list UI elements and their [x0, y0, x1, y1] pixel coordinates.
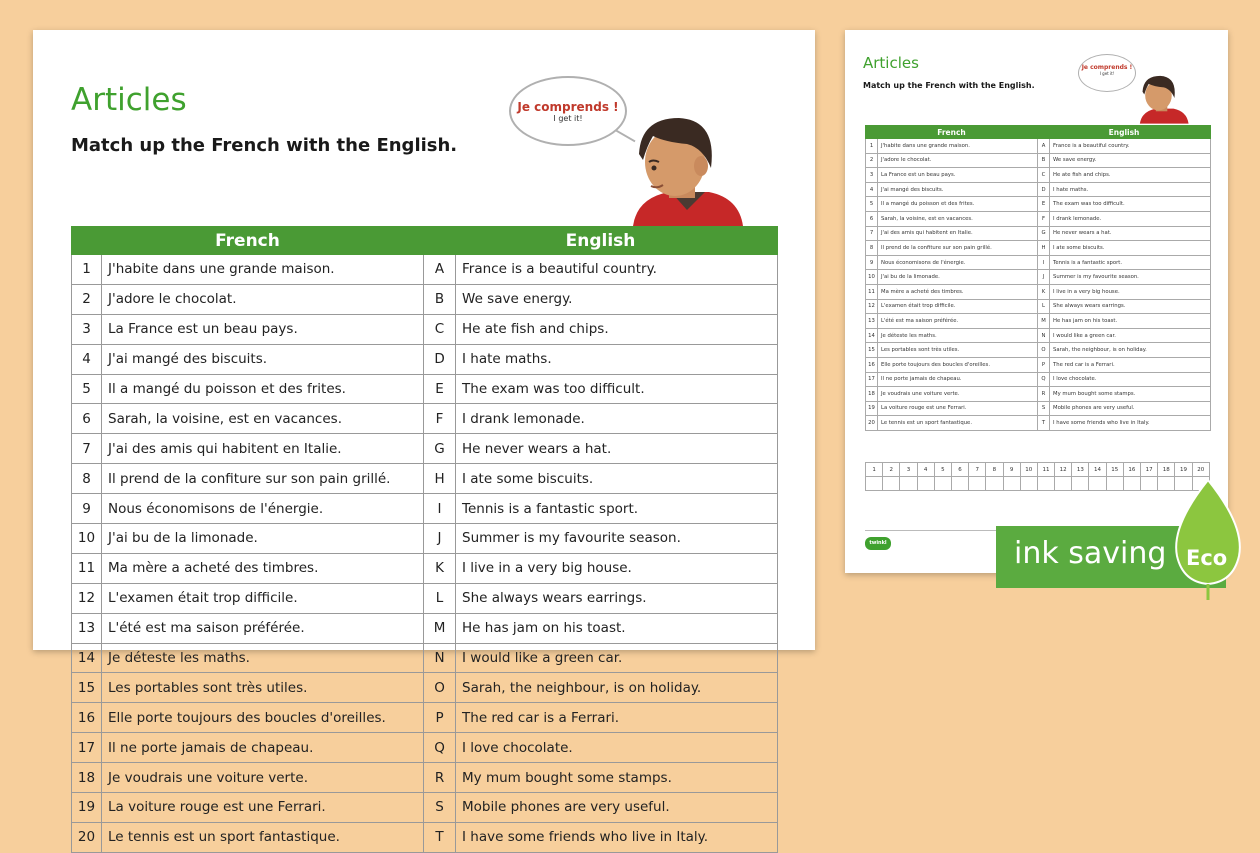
row-number: 14: [72, 643, 102, 673]
english-sentence: I hate maths.: [456, 344, 778, 374]
row-letter: A: [424, 255, 456, 285]
english-sentence: He has jam on his toast.: [456, 613, 778, 643]
preview-english-header: English: [1038, 126, 1211, 139]
preview-english-sentence: I have some friends who live in Italy.: [1050, 416, 1211, 431]
answer-grid-cell[interactable]: [969, 477, 986, 491]
english-sentence: We save energy.: [456, 284, 778, 314]
row-letter: J: [424, 524, 456, 554]
english-sentence: I drank lemonade.: [456, 404, 778, 434]
preview-row-letter: A: [1038, 139, 1050, 154]
preview-english-sentence: He never wears a hat.: [1050, 226, 1211, 241]
answer-grid-cell[interactable]: [866, 477, 883, 491]
preview-french-sentence: J'ai mangé des biscuits.: [878, 182, 1038, 197]
preview-row-number: 13: [866, 314, 878, 329]
preview-speech-bubble-translation: I get it!: [1099, 71, 1115, 76]
french-sentence: Sarah, la voisine, est en vacances.: [102, 404, 424, 434]
preview-row-number: 6: [866, 211, 878, 226]
preview-english-sentence: Sarah, the neighbour, is on holiday.: [1050, 343, 1211, 358]
answer-grid-cell[interactable]: [1072, 477, 1089, 491]
preview-table-row: [866, 284, 1211, 299]
row-number: 11: [72, 553, 102, 583]
table-row: [72, 613, 778, 643]
row-letter: G: [424, 434, 456, 464]
english-sentence: France is a beautiful country.: [456, 255, 778, 285]
preview-english-sentence: He has jam on his toast.: [1050, 314, 1211, 329]
table-row: [72, 763, 778, 793]
row-letter: Q: [424, 733, 456, 763]
french-sentence: J'ai mangé des biscuits.: [102, 344, 424, 374]
english-sentence: I love chocolate.: [456, 733, 778, 763]
preview-english-sentence: The red car is a Ferrari.: [1050, 357, 1211, 372]
preview-french-sentence: Nous économisons de l'énergie.: [878, 255, 1038, 270]
row-letter: R: [424, 763, 456, 793]
table-row: [72, 404, 778, 434]
preview-french-sentence: Les portables sont très utiles.: [878, 343, 1038, 358]
preview-row-number: 17: [866, 372, 878, 387]
preview-row-letter: H: [1038, 241, 1050, 256]
preview-french-header: French: [866, 126, 1038, 139]
answer-grid-blanks: [866, 477, 1210, 491]
preview-english-sentence: Mobile phones are very useful.: [1050, 401, 1211, 416]
answer-grid-cell[interactable]: [917, 477, 934, 491]
french-column-header: French: [72, 227, 424, 255]
preview-french-sentence: J'ai bu de la limonade.: [878, 270, 1038, 285]
preview-table-row: [866, 387, 1211, 402]
row-letter: H: [424, 464, 456, 494]
table-row: [72, 553, 778, 583]
preview-row-number: 20: [866, 416, 878, 431]
preview-english-sentence: I hate maths.: [1050, 182, 1211, 197]
french-sentence: Ma mère a acheté des timbres.: [102, 553, 424, 583]
preview-english-sentence: France is a beautiful country.: [1050, 139, 1211, 154]
preview-french-sentence: Il a mangé du poisson et des frites.: [878, 197, 1038, 212]
preview-row-number: 11: [866, 284, 878, 299]
preview-row-letter: I: [1038, 255, 1050, 270]
answer-grid-number: 4: [917, 463, 934, 477]
preview-table-row: [866, 299, 1211, 314]
speech-bubble-translation: I get it!: [553, 114, 583, 123]
preview-row-letter: F: [1038, 211, 1050, 226]
preview-table-row: [866, 328, 1211, 343]
row-letter: E: [424, 374, 456, 404]
answer-grid-cell[interactable]: [1123, 477, 1140, 491]
row-number: 6: [72, 404, 102, 434]
preview-english-sentence: My mum bought some stamps.: [1050, 387, 1211, 402]
preview-french-sentence: Il prend de la confiture sur son pain grillé.: [878, 241, 1038, 256]
preview-english-sentence: Summer is my favourite season.: [1050, 270, 1211, 285]
matching-table-body: [72, 255, 778, 853]
table-row: [72, 793, 778, 823]
preview-french-sentence: Ma mère a acheté des timbres.: [878, 284, 1038, 299]
table-row: [72, 643, 778, 673]
row-number: 2: [72, 284, 102, 314]
worksheet-instruction: Match up the French with the English.: [71, 135, 458, 156]
preview-english-sentence: I ate some biscuits.: [1050, 241, 1211, 256]
preview-french-sentence: L'été est ma saison préférée.: [878, 314, 1038, 329]
preview-row-letter: Q: [1038, 372, 1050, 387]
english-column-header: English: [424, 227, 778, 255]
preview-table-row: [866, 139, 1211, 154]
row-letter: P: [424, 703, 456, 733]
french-sentence: Il a mangé du poisson et des frites.: [102, 374, 424, 404]
preview-table-row: [866, 372, 1211, 387]
answer-grid-number: 15: [1106, 463, 1123, 477]
answer-grid-cell[interactable]: [1106, 477, 1123, 491]
preview-english-sentence: I drank lemonade.: [1050, 211, 1211, 226]
french-sentence: Je voudrais une voiture verte.: [102, 763, 424, 793]
preview-table-row: [866, 270, 1211, 285]
answer-grid-number: 1: [866, 463, 883, 477]
preview-row-number: 1: [866, 139, 878, 154]
answer-grid-cell[interactable]: [883, 477, 900, 491]
preview-french-sentence: Je déteste les maths.: [878, 328, 1038, 343]
preview-french-sentence: J'habite dans une grande maison.: [878, 139, 1038, 154]
english-sentence: Summer is my favourite season.: [456, 524, 778, 554]
preview-row-number: 7: [866, 226, 878, 241]
row-number: 12: [72, 583, 102, 613]
english-sentence: The red car is a Ferrari.: [456, 703, 778, 733]
french-sentence: Le tennis est un sport fantastique.: [102, 822, 424, 852]
answer-grid-cell[interactable]: [1020, 477, 1037, 491]
answer-grid-cell[interactable]: [900, 477, 917, 491]
preview-table-row: [866, 241, 1211, 256]
preview-speech-bubble-text: Je comprends !: [1081, 64, 1133, 71]
preview-french-sentence: La voiture rouge est une Ferrari.: [878, 401, 1038, 416]
answer-grid-numbers: [866, 463, 1210, 477]
preview-table-row: [866, 197, 1211, 212]
preview-row-number: 19: [866, 401, 878, 416]
answer-grid-number: 11: [1037, 463, 1054, 477]
row-number: 18: [72, 763, 102, 793]
eco-label: Eco: [1186, 546, 1228, 570]
preview-speech-bubble: [1078, 54, 1136, 92]
answer-grid-cell[interactable]: [951, 477, 968, 491]
answer-grid-number: 20: [1192, 463, 1209, 477]
english-sentence: I have some friends who live in Italy.: [456, 822, 778, 852]
table-row: [72, 524, 778, 554]
row-letter: B: [424, 284, 456, 314]
answer-grid-number: 10: [1020, 463, 1037, 477]
preview-row-letter: D: [1038, 182, 1050, 197]
answer-grid-number: 14: [1089, 463, 1106, 477]
answer-grid-cell[interactable]: [1037, 477, 1054, 491]
footer-divider: [865, 530, 1015, 531]
preview-row-letter: C: [1038, 168, 1050, 183]
answer-grid-number: 3: [900, 463, 917, 477]
eco-leaf-icon: [1173, 478, 1243, 600]
french-sentence: La voiture rouge est une Ferrari.: [102, 793, 424, 823]
english-sentence: She always wears earrings.: [456, 583, 778, 613]
english-sentence: My mum bought some stamps.: [456, 763, 778, 793]
preview-row-number: 8: [866, 241, 878, 256]
preview-table-row: [866, 226, 1211, 241]
row-number: 4: [72, 344, 102, 374]
preview-row-number: 2: [866, 153, 878, 168]
row-number: 10: [72, 524, 102, 554]
english-sentence: I would like a green car.: [456, 643, 778, 673]
preview-english-sentence: We save energy.: [1050, 153, 1211, 168]
preview-row-letter: S: [1038, 401, 1050, 416]
answer-grid-number: 2: [883, 463, 900, 477]
row-number: 5: [72, 374, 102, 404]
answer-grid-cell[interactable]: [1055, 477, 1072, 491]
french-sentence: Il prend de la confiture sur son pain grillé.: [102, 464, 424, 494]
french-sentence: La France est un beau pays.: [102, 314, 424, 344]
answer-grid-cell[interactable]: [1003, 477, 1020, 491]
french-sentence: J'adore le chocolat.: [102, 284, 424, 314]
preview-matching-table: [865, 125, 1211, 431]
preview-row-number: 16: [866, 357, 878, 372]
preview-row-number: 3: [866, 168, 878, 183]
answer-grid-cell[interactable]: [986, 477, 1003, 491]
preview-boy-illustration: [1131, 70, 1193, 126]
preview-row-letter: O: [1038, 343, 1050, 358]
row-letter: D: [424, 344, 456, 374]
preview-english-sentence: He ate fish and chips.: [1050, 168, 1211, 183]
row-number: 19: [72, 793, 102, 823]
worksheet-title: Articles: [71, 82, 187, 118]
table-row: [72, 703, 778, 733]
answer-grid-number: 16: [1123, 463, 1140, 477]
french-sentence: Les portables sont très utiles.: [102, 673, 424, 703]
preview-french-sentence: Sarah, la voisine, est en vacances.: [878, 211, 1038, 226]
speech-bubble: [509, 76, 627, 146]
preview-row-number: 4: [866, 182, 878, 197]
preview-row-letter: K: [1038, 284, 1050, 299]
preview-table-row: [866, 255, 1211, 270]
answer-grid-number: 7: [969, 463, 986, 477]
preview-row-letter: B: [1038, 153, 1050, 168]
english-sentence: Tennis is a fantastic sport.: [456, 494, 778, 524]
preview-english-sentence: I live in a very big house.: [1050, 284, 1211, 299]
french-sentence: L'examen était trop difficile.: [102, 583, 424, 613]
row-letter: M: [424, 613, 456, 643]
row-letter: L: [424, 583, 456, 613]
preview-english-sentence: Tennis is a fantastic sport.: [1050, 255, 1211, 270]
row-number: 7: [72, 434, 102, 464]
french-sentence: Nous économisons de l'énergie.: [102, 494, 424, 524]
preview-english-sentence: She always wears earrings.: [1050, 299, 1211, 314]
table-row: [72, 464, 778, 494]
french-sentence: L'été est ma saison préférée.: [102, 613, 424, 643]
preview-instruction: Match up the French with the English.: [863, 81, 1035, 90]
preview-french-sentence: J'ai des amis qui habitent en Italie.: [878, 226, 1038, 241]
answer-grid-cell[interactable]: [934, 477, 951, 491]
preview-row-number: 15: [866, 343, 878, 358]
preview-table-row: [866, 168, 1211, 183]
preview-row-number: 9: [866, 255, 878, 270]
preview-title: Articles: [863, 54, 919, 72]
row-number: 20: [72, 822, 102, 852]
preview-row-number: 14: [866, 328, 878, 343]
preview-english-sentence: The exam was too difficult.: [1050, 197, 1211, 212]
preview-row-letter: N: [1038, 328, 1050, 343]
table-row: [72, 494, 778, 524]
row-letter: K: [424, 553, 456, 583]
answer-grid-number: 9: [1003, 463, 1020, 477]
english-sentence: Mobile phones are very useful.: [456, 793, 778, 823]
table-row: [72, 434, 778, 464]
table-row: [72, 344, 778, 374]
preview-row-number: 18: [866, 387, 878, 402]
answer-grid-number: 19: [1175, 463, 1192, 477]
preview-table-row: [866, 182, 1211, 197]
answer-grid-number: 18: [1158, 463, 1175, 477]
answer-grid-number: 8: [986, 463, 1003, 477]
preview-row-letter: J: [1038, 270, 1050, 285]
preview-french-sentence: L'examen était trop difficile.: [878, 299, 1038, 314]
french-sentence: Il ne porte jamais de chapeau.: [102, 733, 424, 763]
speech-bubble-text: Je comprends !: [517, 100, 619, 114]
table-row: [72, 314, 778, 344]
answer-grid-number: 12: [1055, 463, 1072, 477]
preview-row-number: 5: [866, 197, 878, 212]
row-letter: C: [424, 314, 456, 344]
answer-grid-number: 5: [934, 463, 951, 477]
french-sentence: J'ai bu de la limonade.: [102, 524, 424, 554]
preview-english-sentence: I love chocolate.: [1050, 372, 1211, 387]
english-sentence: He ate fish and chips.: [456, 314, 778, 344]
row-letter: I: [424, 494, 456, 524]
preview-row-letter: P: [1038, 357, 1050, 372]
preview-table-row: [866, 211, 1211, 226]
french-sentence: Elle porte toujours des boucles d'oreilles.: [102, 703, 424, 733]
answer-grid-number: 13: [1072, 463, 1089, 477]
preview-table-row: [866, 401, 1211, 416]
preview-row-letter: R: [1038, 387, 1050, 402]
twinkl-logo: twinkl: [865, 537, 891, 550]
table-row: [72, 284, 778, 314]
preview-french-sentence: Elle porte toujours des boucles d'oreilles.: [878, 357, 1038, 372]
english-sentence: The exam was too difficult.: [456, 374, 778, 404]
preview-english-sentence: I would like a green car.: [1050, 328, 1211, 343]
preview-row-letter: M: [1038, 314, 1050, 329]
boy-illustration: [613, 110, 753, 226]
row-letter: T: [424, 822, 456, 852]
preview-french-sentence: La France est un beau pays.: [878, 168, 1038, 183]
table-row: [72, 583, 778, 613]
preview-row-letter: L: [1038, 299, 1050, 314]
row-number: 8: [72, 464, 102, 494]
preview-row-number: 10: [866, 270, 878, 285]
preview-table-row: [866, 343, 1211, 358]
preview-table-row: [866, 416, 1211, 431]
row-letter: O: [424, 673, 456, 703]
answer-grid-number: 17: [1141, 463, 1158, 477]
preview-table-row: [866, 153, 1211, 168]
row-letter: S: [424, 793, 456, 823]
row-number: 13: [72, 613, 102, 643]
worksheet-page-large: [33, 30, 815, 846]
english-sentence: He never wears a hat.: [456, 434, 778, 464]
english-sentence: I ate some biscuits.: [456, 464, 778, 494]
preview-row-number: 12: [866, 299, 878, 314]
row-number: 1: [72, 255, 102, 285]
answer-grid-number: 6: [951, 463, 968, 477]
preview-french-sentence: J'adore le chocolat.: [878, 153, 1038, 168]
answer-grid: [865, 462, 1210, 491]
row-number: 3: [72, 314, 102, 344]
preview-table-row: [866, 314, 1211, 329]
ink-saving-label: ink saving: [1014, 536, 1167, 571]
table-row: [72, 673, 778, 703]
table-row: [72, 255, 778, 285]
row-number: 16: [72, 703, 102, 733]
preview-table-row: [866, 357, 1211, 372]
english-sentence: I live in a very big house.: [456, 553, 778, 583]
preview-row-letter: E: [1038, 197, 1050, 212]
french-sentence: J'ai des amis qui habitent en Italie.: [102, 434, 424, 464]
row-number: 15: [72, 673, 102, 703]
preview-row-letter: T: [1038, 416, 1050, 431]
english-sentence: Sarah, the neighbour, is on holiday.: [456, 673, 778, 703]
row-number: 17: [72, 733, 102, 763]
table-row: [72, 374, 778, 404]
french-sentence: Je déteste les maths.: [102, 643, 424, 673]
preview-row-letter: G: [1038, 226, 1050, 241]
row-number: 9: [72, 494, 102, 524]
preview-french-sentence: Je voudrais une voiture verte.: [878, 387, 1038, 402]
french-sentence: J'habite dans une grande maison.: [102, 255, 424, 285]
row-letter: N: [424, 643, 456, 673]
answer-grid-cell[interactable]: [1089, 477, 1106, 491]
table-row: [72, 822, 778, 852]
matching-table: [71, 226, 778, 853]
preview-french-sentence: Le tennis est un sport fantastique.: [878, 416, 1038, 431]
preview-french-sentence: Il ne porte jamais de chapeau.: [878, 372, 1038, 387]
row-letter: F: [424, 404, 456, 434]
answer-grid-cell[interactable]: [1141, 477, 1158, 491]
worksheet-page-preview: [845, 30, 1228, 573]
table-row: [72, 733, 778, 763]
preview-table-body: [866, 139, 1211, 431]
